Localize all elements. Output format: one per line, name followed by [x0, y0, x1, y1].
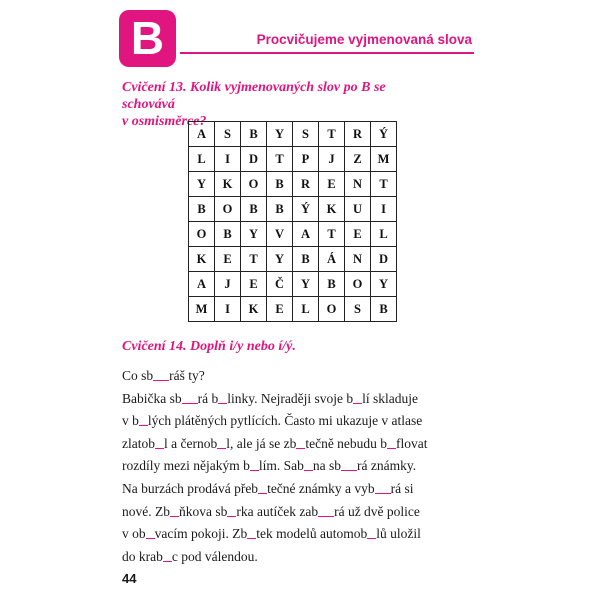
grid-cell: B	[319, 272, 345, 297]
fill-blank[interactable]	[258, 480, 267, 494]
fill-blank[interactable]	[247, 525, 256, 539]
exercise-text: linky. Nejraději svoje b	[227, 390, 354, 406]
grid-row	[189, 122, 397, 147]
grid-cell: T	[319, 122, 345, 147]
exercise-text: flovat	[396, 435, 428, 451]
grid-cell: D	[241, 147, 267, 172]
exercise-text: c pod válendou.	[171, 548, 258, 564]
grid-cell: L	[293, 297, 319, 322]
grid-cell: U	[345, 197, 371, 222]
exercise-text: ráš ty?	[169, 368, 205, 383]
grid-cell: Ý	[293, 197, 319, 222]
fill-blank[interactable]	[353, 390, 362, 404]
grid-cell: I	[371, 197, 397, 222]
grid-cell: M	[189, 297, 215, 322]
grid-cell: Y	[267, 247, 293, 272]
grid-cell: E	[241, 272, 267, 297]
exercise-line	[122, 523, 428, 546]
grid-cell: E	[267, 297, 293, 322]
fill-blank[interactable]	[155, 435, 164, 449]
exercise-text: v b	[122, 413, 139, 429]
grid-cell: O	[189, 222, 215, 247]
grid-cell: R	[345, 122, 371, 147]
fill-blank[interactable]	[153, 367, 169, 381]
exercise-line	[122, 365, 428, 388]
exercise-text: vacím pokoji. Zb	[154, 526, 248, 542]
exercise-text: rá už dvě police	[334, 503, 420, 519]
grid-cell: E	[215, 247, 241, 272]
exercise-text: lých plátěných pytlících. Často mi ukazuje v atlase	[147, 413, 423, 429]
grid-cell: O	[241, 172, 267, 197]
grid-cell: O	[345, 272, 371, 297]
grid-cell: B	[241, 122, 267, 147]
fill-blank[interactable]	[250, 457, 259, 471]
exercise-text: rka autíček zab	[236, 503, 319, 519]
exercise-text: lí skladuje	[362, 390, 418, 406]
exercise-text: lů uložil	[376, 526, 421, 542]
grid-cell: J	[319, 147, 345, 172]
grid-cell: S	[215, 122, 241, 147]
grid-cell: B	[189, 197, 215, 222]
grid-cell: Y	[371, 272, 397, 297]
grid-row	[189, 247, 397, 272]
exercise-text: Na burzách prodává přeb	[122, 480, 259, 496]
grid-row	[189, 147, 397, 172]
grid-cell: T	[319, 222, 345, 247]
title-underline	[180, 52, 474, 54]
grid-cell: M	[371, 147, 397, 172]
grid-cell: B	[267, 197, 293, 222]
grid-cell: T	[241, 247, 267, 272]
grid-cell: T	[267, 147, 293, 172]
grid-cell: V	[267, 222, 293, 247]
grid-cell: T	[371, 172, 397, 197]
grid-cell: O	[319, 297, 345, 322]
grid-row	[189, 222, 397, 247]
task-13-line-1: Cvičení 13. Kolik vyjmenovaných slov po B se schovává	[122, 80, 386, 112]
exercise-line	[122, 388, 428, 411]
fill-blank[interactable]	[341, 457, 357, 471]
exercise-text: ňkova sb	[179, 503, 228, 519]
exercise-text: rá si	[390, 480, 414, 496]
grid-cell: D	[371, 247, 397, 272]
grid-cell: S	[293, 122, 319, 147]
exercise-text: na sb	[312, 458, 341, 474]
fill-blank[interactable]	[139, 412, 148, 426]
grid-row	[189, 172, 397, 197]
fill-blank[interactable]	[217, 435, 226, 449]
section-title: Procvičujeme vyjmenovaná slova	[256, 32, 472, 47]
exercise-text: nové. Zb	[122, 503, 170, 519]
grid-cell: B	[371, 297, 397, 322]
grid-cell: K	[319, 197, 345, 222]
grid-cell: S	[345, 297, 371, 322]
fill-blank[interactable]	[318, 503, 334, 517]
grid-cell: A	[189, 122, 215, 147]
exercise-text: l a černob	[164, 435, 218, 451]
exercise-14-text	[122, 365, 428, 568]
exercise-line	[122, 478, 428, 501]
fill-blank[interactable]	[387, 435, 396, 449]
grid-cell: Č	[267, 272, 293, 297]
grid-cell: N	[345, 172, 371, 197]
exercise-text: zlatob	[122, 435, 155, 451]
grid-cell: Á	[319, 247, 345, 272]
exercise-text: do krab	[122, 548, 163, 564]
exercise-text: rá b	[197, 390, 219, 406]
exercise-text: rozdíly mezi nějakým b	[122, 458, 250, 474]
grid-row	[189, 297, 397, 322]
grid-cell: K	[241, 297, 267, 322]
fill-blank[interactable]	[218, 390, 227, 404]
task-14-heading: Cvičení 14. Doplň i/y nebo í/ý.	[122, 339, 296, 354]
exercise-line	[122, 501, 428, 524]
grid-cell: B	[241, 197, 267, 222]
fill-blank[interactable]	[296, 435, 305, 449]
grid-cell: L	[371, 222, 397, 247]
grid-cell: Z	[345, 147, 371, 172]
grid-cell: B	[293, 247, 319, 272]
exercise-text: v ob	[122, 526, 146, 542]
exercise-line	[122, 410, 428, 433]
fill-blank[interactable]	[375, 480, 391, 494]
exercise-text: Co sb	[122, 368, 154, 383]
grid-cell: B	[267, 172, 293, 197]
exercise-text: Babička sb	[122, 390, 182, 406]
grid-cell: Y	[293, 272, 319, 297]
grid-row	[189, 197, 397, 222]
grid-cell: N	[345, 247, 371, 272]
exercise-text: l, ale já se zb	[226, 435, 297, 451]
fill-blank[interactable]	[146, 525, 155, 539]
fill-blank[interactable]	[170, 503, 179, 517]
fill-blank[interactable]	[163, 548, 172, 562]
exercise-text: tečně nebudu b	[305, 435, 388, 451]
grid-cell: K	[215, 172, 241, 197]
exercise-text: lím. Sab	[258, 458, 304, 474]
grid-cell: K	[189, 247, 215, 272]
grid-cell: B	[215, 222, 241, 247]
grid-cell: Ý	[371, 122, 397, 147]
word-search-grid	[188, 121, 397, 322]
fill-blank[interactable]	[367, 525, 376, 539]
grid-cell: A	[189, 272, 215, 297]
grid-cell: Y	[267, 122, 293, 147]
grid-cell: L	[189, 147, 215, 172]
grid-cell: E	[319, 172, 345, 197]
grid-cell: J	[215, 272, 241, 297]
section-badge: B	[119, 10, 176, 67]
fill-blank[interactable]	[304, 457, 313, 471]
grid-cell: Y	[241, 222, 267, 247]
grid-cell: R	[293, 172, 319, 197]
grid-cell: A	[293, 222, 319, 247]
exercise-text: rá známky.	[356, 458, 417, 474]
grid-cell: Y	[189, 172, 215, 197]
grid-cell: I	[215, 297, 241, 322]
grid-cell: O	[215, 197, 241, 222]
fill-blank[interactable]	[182, 390, 198, 404]
grid-row	[189, 272, 397, 297]
grid-cell: I	[215, 147, 241, 172]
exercise-line	[122, 455, 428, 478]
exercise-text: tečné známky a vyb	[267, 480, 375, 496]
grid-cell: E	[345, 222, 371, 247]
page-number: 44	[122, 571, 137, 586]
task-13-line-2: v osmisměrce?	[122, 114, 207, 129]
exercise-line	[122, 546, 428, 569]
exercise-line	[122, 433, 428, 456]
grid-cell: P	[293, 147, 319, 172]
exercise-text: tek modelů automob	[256, 526, 368, 542]
